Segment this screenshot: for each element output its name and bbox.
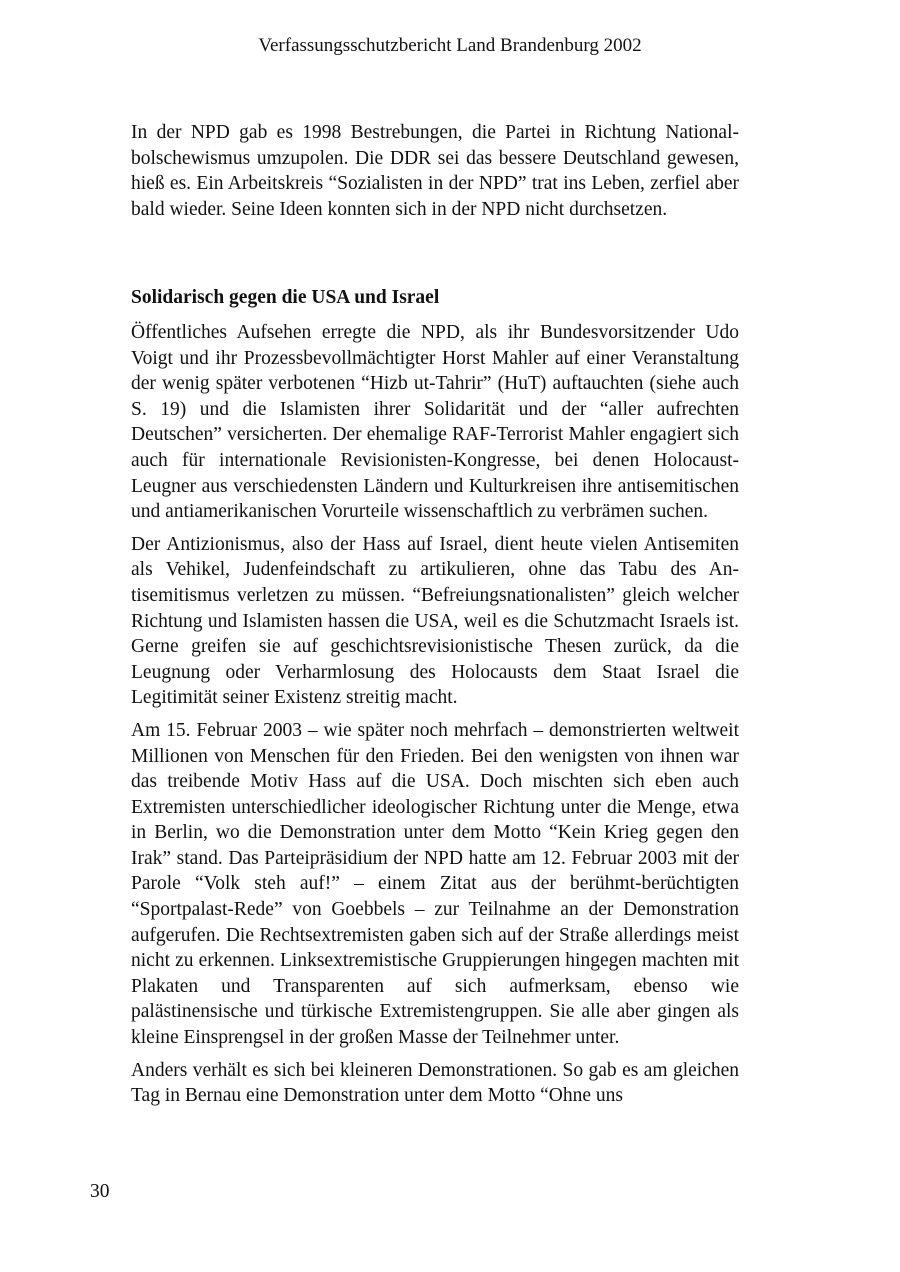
body-paragraph: Anders verhält es sich bei kleineren Demonstrationen. So gab es am gleichen Tag in Bernau eine Demonstration unter dem Motto “Ohne uns [131, 1059, 739, 1107]
intro-paragraph-block [131, 120, 739, 222]
running-header: Verfassungsschutzbericht Land Brandenburg 2002 [258, 35, 642, 56]
body-paragraph: Der Antizionismus, also der Hass auf Israel, dient heute vielen Antisemiten als Vehikel, Judenfeindschaft zu artikulieren, ohne das Tabu des Antisemitismus verletzen zu müssen. “Befreiungsnationalisten” gleich welcher Richtung und Islamisten hassen die USA, weil es die Schutzmacht Israels ist. Gerne greifen sie auf geschichtsrevisionistische Thesen zurück, da die Leugnung oder Verharmlosung des Holocausts dem Staat Israel die Legitimität seiner Existenz streitig macht. [131, 533, 739, 709]
body-paragraph: Öffentliches Aufsehen erregte die NPD, als ihr Bundesvorsitzender Udo Voigt und ihr Prozessbevollmächtigter Horst Mahler auf einer Veranstaltung der wenig später verbotenen “Hizb ut-Tahrir” (HuT) auftauchten (siehe auch S. 19) und die Islamisten ihrer Solidarität und der “aller aufrechten Deutschen” versicherten. Der ehemalige RAF-Terrorist Mahler engagiert sich auch für internationale Revisionisten-Kongresse, bei denen Holocaust-Leugner aus verschiedensten Ländern und Kulturkreisen ihre antisemitischen und antiamerikanischen Vorurteile wissenschaftlich zu verbrämen suchen. [131, 322, 739, 523]
page-number: 30 [90, 1181, 110, 1202]
section-heading: Solidarisch gegen die USA und Israel [131, 287, 440, 308]
intro-paragraph: In der NPD gab es 1998 Bestrebungen, die Partei in Richtung Nationalbolschewismus umzupolen. Die DDR sei das bessere Deutschland gewesen, hieß es. Ein Arbeitskreis “Sozialisten in der NPD” trat ins Leben, zerfiel aber bald wieder. Seine Ideen konnten sich in der NPD nicht durchsetzen. [131, 122, 739, 220]
body-paragraph: Am 15. Februar 2003 – wie später noch mehrfach – demonstrierten weltweit Millionen von Menschen für den Frieden. Bei den wenigsten von ihnen war das treibende Motiv Hass auf die USA. Doch mischten sich eben auch Extremisten unterschiedlicher ideologischer Richtung unter die Menge, etwa in Berlin, wo die Demonstration unter dem Motto “Kein Krieg gegen den Irak” stand. Das Parteipräsidium der NPD hatte am 12. Februar 2003 mit der Parole “Volk steh auf!” – einem Zitat aus der berühmt-berüchtigten “Sportpalast-Rede” von Goebbels – zur Teilnahme an der Demonstration aufgerufen. Die Rechtsextremisten gaben sich auf der Straße allerdings meist nicht zu erkennen. Linksextremistische Gruppierungen hingegen machten mit Plakaten und Transparenten auf sich aufmerksam, ebenso wie palästinensische und türkische Extremistengruppen. Sie alle aber gingen als kleine Einsprengsel in der großen Masse der Teilnehmer unter. [131, 719, 739, 1049]
section-body [131, 320, 739, 1116]
